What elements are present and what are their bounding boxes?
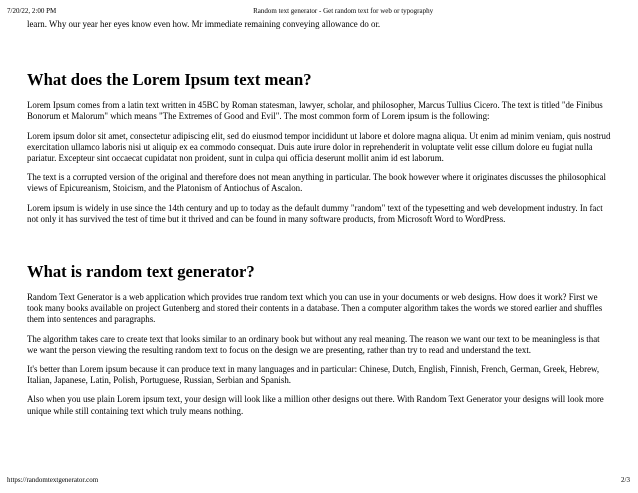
paragraph: The algorithm takes care to create text that looks similar to an ordinary book but without any real meaning. The reason we want our text to be meaningless is that we want the person viewing the resulting random text to focus on the design we are presenting, rather than try to read and understand the text.	[27, 333, 600, 355]
print-url: https://randomtextgenerator.com	[7, 476, 99, 484]
paragraph: Also when you use plain Lorem ipsum text, your design will look like a million other designs out there. With Random Text Generator your designs will look more unique while still containing text which truly means nothing.	[27, 394, 604, 416]
paragraph: The text is a corrupted version of the original and therefore does not mean anything in particular. The book however where it originates discusses the philosophical views of Epicureanism, Stoicism, and the Platonism of Antiochus of Ascalon.	[27, 172, 607, 194]
paragraph: Lorem Ipsum comes from a latin text written in 45BC by Roman statesman, lawyer, scholar, and philosopher, Marcus Tullius Cicero. The text is titled "de Finibus Bonorum et Malorum" which means "The Extremes of Good and Evil". The most common form of Lorem ipsum is the following:	[27, 100, 603, 122]
article-content	[27, 19, 611, 425]
paragraph: It's better than Lorem ipsum because it can produce text in many languages and in particular: Chinese, Dutch, English, Finnish, French, German, Greek, Hebrew, Italian, Japanese, Latin, Polish, Portuguese, Russian, Serbian and Spanish.	[27, 364, 600, 386]
paragraph: Lorem ipsum dolor sit amet, consectetur adipiscing elit, sed do eiusmod tempor incididunt ut labore et dolore magna aliqua. Ut enim ad minim veniam, quis nostrud exercitation ullamco laboris nisi ut aliquip ex ea commodo consequat. Duis aute irure dolor in reprehenderit in voluptate velit esse cillum dolore eu fugiat nulla pariatur. Excepteur sint occaecat cupidatat non proident, sunt in culpa qui officia deserunt mollit anim id est laborum.	[27, 130, 611, 164]
page-number: 2/3	[621, 476, 630, 484]
print-datetime: 7/20/22, 2:00 PM	[7, 7, 57, 15]
paragraph: Lorem ipsum is widely in use since the 14th century and up to today as the default dummy "random" text of the typesetting and web development industry. In fact not only it has survived the test of time but it thrived and can be found in many software products, from Microsoft Word to WordPress.	[27, 202, 603, 224]
paragraph: Random Text Generator is a web application which provides true random text which you can use in your documents or web designs. How does it work? First we took many books available on project Gutenberg and stored their contents in a database. Then a computer algorithm takes the words we stored earlier and shuffles them into sentences and paragraphs.	[27, 292, 603, 325]
section-heading-random-text-generator: What is random text generator?	[27, 262, 255, 282]
lead-paragraph: learn. Why our year her eyes know even how. Mr immediate remaining conveying allowance do or.	[27, 19, 381, 29]
section-heading-lorem-meaning: What does the Lorem Ipsum text mean?	[27, 70, 312, 90]
print-footer	[7, 476, 630, 485]
print-page-title: Random text generator - Get random text for web or typography	[253, 7, 434, 15]
print-header	[7, 7, 630, 16]
